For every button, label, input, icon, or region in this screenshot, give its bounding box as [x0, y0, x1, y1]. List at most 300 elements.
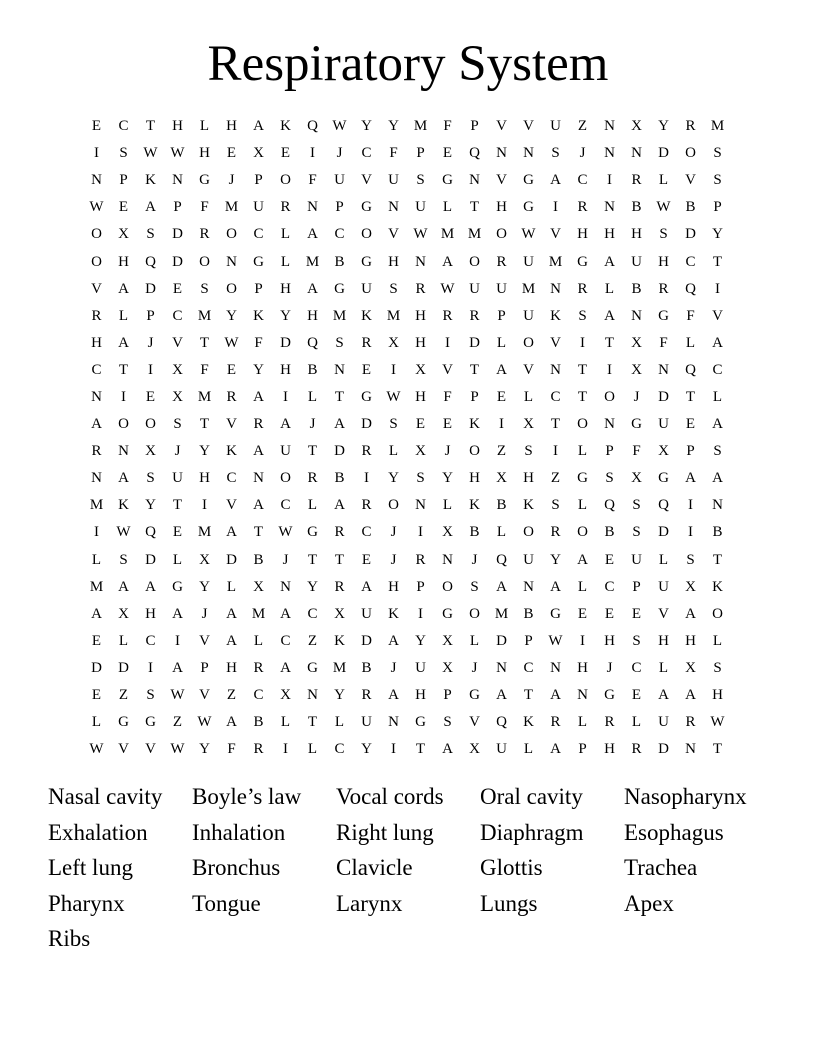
grid-letter: V	[226, 416, 237, 433]
grid-letter: H	[145, 605, 156, 622]
grid-letter: S	[632, 632, 641, 649]
grid-letter: N	[631, 145, 642, 162]
grid-letter: R	[361, 334, 372, 351]
grid-letter: T	[523, 687, 534, 704]
grid-letter: U	[415, 199, 426, 216]
grid-letter: H	[91, 334, 102, 351]
grid-letter: V	[550, 226, 561, 243]
grid-letter: A	[280, 659, 291, 676]
grid-letter: Z	[118, 687, 129, 704]
grid-letter: P	[416, 578, 425, 595]
grid-letter: D	[658, 524, 669, 541]
grid-letter: E	[442, 145, 453, 162]
grid-letter: W	[197, 714, 212, 731]
grid-letter: N	[307, 687, 318, 704]
grid-letter: T	[550, 416, 561, 433]
grid-letter: H	[712, 687, 723, 704]
grid-letter: L	[496, 524, 507, 541]
grid-letter: L	[91, 551, 102, 568]
grid-letter: A	[577, 551, 588, 568]
grid-row	[83, 492, 733, 519]
word-list-item: Apex	[624, 890, 674, 916]
grid-letter: U	[496, 741, 507, 758]
grid-letter: L	[469, 632, 480, 649]
grid-letter: J	[471, 659, 478, 676]
grid-letter: O	[577, 524, 588, 541]
grid-letter: I	[418, 605, 423, 622]
grid-row	[83, 709, 733, 736]
grid-letter: K	[361, 307, 372, 324]
grid-letter: X	[118, 226, 129, 243]
grid-letter: I	[121, 388, 126, 405]
grid-letter: E	[604, 551, 615, 568]
word-list-item: Larynx	[336, 890, 403, 916]
grid-letter: H	[307, 307, 318, 324]
grid-letter: L	[442, 497, 453, 514]
grid-letter: Q	[307, 118, 318, 135]
grid-row	[83, 140, 733, 167]
grid-letter: A	[253, 388, 264, 405]
grid-letter: L	[658, 551, 669, 568]
grid-letter: F	[686, 307, 695, 324]
word-list-item: Trachea	[624, 855, 698, 880]
grid-letter: X	[118, 605, 129, 622]
grid-letter: B	[334, 253, 345, 270]
grid-letter: G	[145, 714, 156, 731]
grid-row	[83, 601, 733, 628]
grid-letter: G	[631, 416, 642, 433]
grid-letter: J	[633, 388, 640, 405]
grid-letter: B	[496, 497, 507, 514]
grid-letter: S	[605, 470, 614, 487]
grid-letter: K	[118, 497, 129, 514]
grid-letter: T	[415, 741, 426, 758]
grid-letter: I	[715, 280, 720, 297]
grid-letter: I	[580, 632, 585, 649]
grid-letter: Q	[145, 253, 156, 270]
grid-letter: Y	[280, 307, 291, 324]
grid-letter: D	[658, 145, 669, 162]
grid-letter: O	[388, 497, 399, 514]
grid-letter: A	[361, 578, 372, 595]
grid-letter: Z	[307, 632, 318, 649]
grid-letter: X	[172, 388, 183, 405]
grid-letter: C	[253, 226, 264, 243]
grid-letter: T	[469, 361, 480, 378]
grid-letter: G	[307, 659, 318, 676]
grid-letter: R	[631, 741, 642, 758]
grid-letter: E	[145, 388, 156, 405]
grid-letter: O	[118, 416, 129, 433]
grid-letter: U	[469, 280, 480, 297]
grid-letter: G	[253, 253, 264, 270]
grid-letter: R	[253, 416, 264, 433]
grid-letter: P	[119, 172, 128, 189]
grid-letter: R	[577, 280, 588, 297]
grid-letter: L	[577, 714, 588, 731]
grid-letter: H	[658, 253, 669, 270]
grid-letter: H	[388, 578, 399, 595]
grid-letter: F	[200, 361, 209, 378]
grid-letter: L	[604, 280, 615, 297]
word-list-item: Nasal cavity	[48, 784, 163, 809]
grid-letter: E	[415, 416, 426, 433]
grid-letter: L	[226, 578, 237, 595]
grid-letter: V	[469, 714, 480, 731]
grid-letter: C	[361, 145, 372, 162]
grid-letter: T	[685, 388, 696, 405]
grid-letter: T	[712, 741, 723, 758]
grid-letter: R	[415, 280, 426, 297]
grid-row	[83, 628, 733, 655]
grid-letter: C	[361, 524, 372, 541]
grid-letter: N	[496, 145, 507, 162]
grid-row	[83, 167, 733, 194]
grid-letter: A	[253, 118, 264, 135]
grid-letter: E	[172, 524, 183, 541]
grid-letter: M	[332, 659, 347, 676]
grid-row	[83, 357, 733, 384]
grid-row	[83, 547, 733, 574]
grid-letter: I	[418, 524, 423, 541]
grid-letter: A	[118, 280, 129, 297]
grid-letter: O	[469, 253, 480, 270]
grid-letter: F	[659, 334, 668, 351]
grid-letter: L	[577, 497, 588, 514]
grid-letter: E	[91, 687, 102, 704]
grid-letter: F	[632, 443, 641, 460]
grid-letter: Q	[604, 497, 615, 514]
grid-letter: E	[226, 361, 237, 378]
grid-letter: H	[226, 659, 237, 676]
grid-letter: G	[523, 172, 534, 189]
grid-letter: Y	[307, 578, 318, 595]
grid-letter: U	[253, 199, 264, 216]
grid-letter: Y	[199, 443, 210, 460]
grid-letter: A	[226, 605, 237, 622]
grid-letter: N	[91, 470, 102, 487]
word-list-item: Tongue	[192, 890, 261, 916]
grid-letter: E	[631, 687, 642, 704]
grid-letter: T	[712, 551, 723, 568]
grid-letter: X	[658, 443, 669, 460]
grid-letter: X	[442, 659, 453, 676]
grid-letter: X	[469, 741, 480, 758]
grid-letter: M	[197, 388, 212, 405]
grid-letter: X	[523, 416, 534, 433]
grid-letter: S	[551, 145, 560, 162]
grid-letter: S	[632, 524, 641, 541]
grid-letter: L	[280, 714, 291, 731]
grid-letter: A	[388, 632, 399, 649]
grid-letter: H	[118, 253, 129, 270]
grid-letter: U	[631, 551, 642, 568]
grid-letter: K	[145, 172, 156, 189]
grid-letter: N	[226, 253, 237, 270]
grid-letter: Z	[550, 470, 561, 487]
grid-letter: X	[253, 145, 264, 162]
grid-letter: D	[280, 334, 291, 351]
grid-letter: A	[307, 280, 318, 297]
grid-letter: N	[415, 497, 426, 514]
grid-letter: L	[577, 578, 588, 595]
grid-letter: B	[334, 470, 345, 487]
grid-letter: E	[496, 388, 507, 405]
grid-letter: H	[577, 226, 588, 243]
grid-letter: Y	[388, 118, 399, 135]
grid-letter: S	[416, 172, 425, 189]
grid-letter: L	[496, 334, 507, 351]
grid-letter: S	[119, 551, 128, 568]
grid-letter: R	[604, 714, 615, 731]
grid-letter: J	[390, 659, 397, 676]
grid-letter: U	[658, 416, 669, 433]
grid-row	[83, 411, 733, 438]
grid-letter: U	[172, 470, 183, 487]
grid-letter: I	[310, 145, 315, 162]
grid-letter: Y	[415, 632, 426, 649]
grid-letter: N	[415, 253, 426, 270]
grid-letter: O	[442, 578, 453, 595]
grid-letter: D	[361, 632, 372, 649]
grid-letter: N	[496, 659, 507, 676]
grid-letter: D	[91, 659, 102, 676]
grid-letter: H	[415, 388, 426, 405]
grid-letter: T	[334, 388, 345, 405]
grid-letter: K	[523, 497, 534, 514]
grid-letter: E	[91, 632, 102, 649]
grid-letter: M	[710, 118, 725, 135]
grid-letter: M	[89, 497, 104, 514]
grid-letter: O	[199, 253, 210, 270]
grid-letter: P	[713, 199, 722, 216]
grid-letter: I	[580, 334, 585, 351]
grid-letter: A	[307, 226, 318, 243]
grid-letter: D	[226, 551, 237, 568]
grid-letter: A	[226, 524, 237, 541]
grid-letter: L	[388, 443, 399, 460]
grid-letter: L	[199, 118, 210, 135]
grid-letter: J	[282, 551, 289, 568]
grid-letter: N	[604, 145, 615, 162]
grid-letter: G	[523, 199, 534, 216]
grid-letter: K	[469, 416, 480, 433]
grid-letter: S	[713, 172, 722, 189]
grid-letter: G	[172, 578, 183, 595]
grid-letter: N	[658, 361, 669, 378]
grid-letter: L	[172, 551, 183, 568]
grid-letter: O	[523, 524, 534, 541]
grid-letter: Y	[388, 470, 399, 487]
grid-letter: V	[442, 361, 453, 378]
grid-letter: O	[226, 226, 237, 243]
word-list-item: Boyle’s law	[192, 784, 302, 809]
grid-letter: E	[577, 605, 588, 622]
grid-letter: R	[550, 714, 561, 731]
grid-letter: L	[523, 741, 534, 758]
grid-letter: K	[253, 307, 264, 324]
grid-letter: C	[253, 687, 264, 704]
word-list-item: Lungs	[480, 890, 538, 916]
grid-letter: M	[224, 199, 239, 216]
grid-letter: J	[174, 443, 181, 460]
grid-letter: R	[658, 280, 669, 297]
grid-letter: B	[685, 199, 696, 216]
grid-letter: N	[172, 172, 183, 189]
grid-letter: K	[550, 307, 561, 324]
grid-letter: N	[604, 199, 615, 216]
grid-letter: W	[656, 199, 671, 216]
grid-letter: D	[685, 226, 696, 243]
grid-letter: R	[685, 714, 696, 731]
grid-letter: W	[170, 687, 185, 704]
grid-letter: M	[440, 226, 455, 243]
grid-letter: G	[118, 714, 129, 731]
grid-letter: L	[307, 741, 318, 758]
grid-letter: C	[712, 361, 723, 378]
grid-letter: T	[145, 118, 156, 135]
grid-letter: R	[469, 307, 480, 324]
grid-letter: S	[659, 226, 668, 243]
grid-letter: D	[172, 226, 183, 243]
grid-letter: N	[307, 199, 318, 216]
grid-letter: X	[496, 470, 507, 487]
grid-letter: N	[631, 307, 642, 324]
grid-letter: A	[442, 253, 453, 270]
grid-letter: L	[658, 172, 669, 189]
grid-letter: T	[199, 334, 210, 351]
grid-letter: S	[416, 470, 425, 487]
grid-letter: U	[658, 714, 669, 731]
grid-row	[83, 113, 733, 140]
grid-letter: L	[307, 497, 318, 514]
grid-letter: R	[307, 470, 318, 487]
word-list	[48, 780, 788, 958]
grid-letter: M	[413, 118, 428, 135]
grid-letter: U	[334, 172, 345, 189]
grid-letter: A	[145, 199, 156, 216]
grid-letter: L	[523, 388, 534, 405]
grid-letter: G	[469, 687, 480, 704]
grid-letter: Q	[685, 361, 696, 378]
grid-letter: Z	[496, 443, 507, 460]
grid-letter: Z	[172, 714, 183, 731]
grid-letter: Q	[496, 714, 507, 731]
grid-letter: U	[631, 253, 642, 270]
grid-letter: W	[170, 741, 185, 758]
grid-letter: C	[334, 226, 345, 243]
grid-letter: G	[307, 524, 318, 541]
grid-letter: I	[283, 388, 288, 405]
grid-letter: L	[712, 632, 723, 649]
grid-letter: N	[550, 361, 561, 378]
grid-letter: N	[523, 578, 534, 595]
grid-letter: S	[335, 334, 344, 351]
grid-letter: J	[606, 659, 613, 676]
grid-letter: C	[118, 118, 129, 135]
grid-letter: D	[658, 741, 669, 758]
grid-letter: K	[469, 497, 480, 514]
grid-letter: A	[685, 470, 696, 487]
grid-letter: V	[685, 172, 696, 189]
grid-letter: P	[470, 388, 479, 405]
grid-letter: A	[334, 416, 345, 433]
grid-letter: A	[172, 605, 183, 622]
grid-letter: I	[391, 741, 396, 758]
grid-letter: J	[390, 524, 397, 541]
grid-letter: S	[389, 280, 398, 297]
grid-letter: V	[523, 118, 534, 135]
grid-letter: P	[254, 280, 263, 297]
grid-letter: F	[308, 172, 317, 189]
grid-letter: Q	[469, 145, 480, 162]
grid-letter: O	[496, 226, 507, 243]
grid-letter: A	[253, 497, 264, 514]
grid-letter: N	[604, 416, 615, 433]
grid-letter: J	[228, 172, 235, 189]
grid-letter: P	[254, 172, 263, 189]
grid-letter: G	[550, 605, 561, 622]
grid-letter: G	[604, 687, 615, 704]
grid-letter: G	[577, 253, 588, 270]
grid-letter: O	[523, 334, 534, 351]
grid-letter: L	[118, 632, 129, 649]
grid-letter: C	[550, 388, 561, 405]
grid-letter: S	[389, 416, 398, 433]
grid-letter: X	[631, 334, 642, 351]
grid-letter: V	[496, 118, 507, 135]
grid-letter: X	[631, 361, 642, 378]
grid-letter: N	[334, 361, 345, 378]
grid-letter: W	[143, 145, 158, 162]
grid-letter: Y	[550, 551, 561, 568]
grid-letter: I	[688, 497, 693, 514]
grid-letter: R	[226, 388, 237, 405]
grid-letter: E	[685, 416, 696, 433]
grid-letter: B	[307, 361, 318, 378]
grid-row	[83, 574, 733, 601]
grid-letter: X	[415, 443, 426, 460]
grid-letter: U	[523, 307, 534, 324]
grid-letter: A	[685, 605, 696, 622]
grid-letter: A	[712, 334, 723, 351]
grid-letter: R	[685, 118, 696, 135]
grid-letter: A	[118, 334, 129, 351]
grid-letter: E	[442, 416, 453, 433]
grid-letter: A	[226, 632, 237, 649]
grid-letter: J	[579, 145, 586, 162]
word-list-item: Oral cavity	[480, 784, 583, 809]
grid-letter: D	[118, 659, 129, 676]
grid-letter: V	[388, 226, 399, 243]
grid-letter: V	[172, 334, 183, 351]
grid-letter: G	[415, 714, 426, 731]
grid-letter: F	[389, 145, 398, 162]
grid-letter: U	[658, 578, 669, 595]
grid-row	[83, 465, 733, 492]
grid-letter: A	[496, 687, 507, 704]
grid-letter: T	[334, 551, 345, 568]
grid-letter: S	[524, 443, 533, 460]
grid-letter: W	[170, 145, 185, 162]
grid-letter: F	[443, 118, 452, 135]
grid-letter: B	[712, 524, 723, 541]
grid-letter: U	[523, 253, 534, 270]
grid-letter: A	[550, 578, 561, 595]
grid-letter: V	[550, 334, 561, 351]
grid-letter: M	[467, 226, 482, 243]
grid-letter: V	[523, 361, 534, 378]
